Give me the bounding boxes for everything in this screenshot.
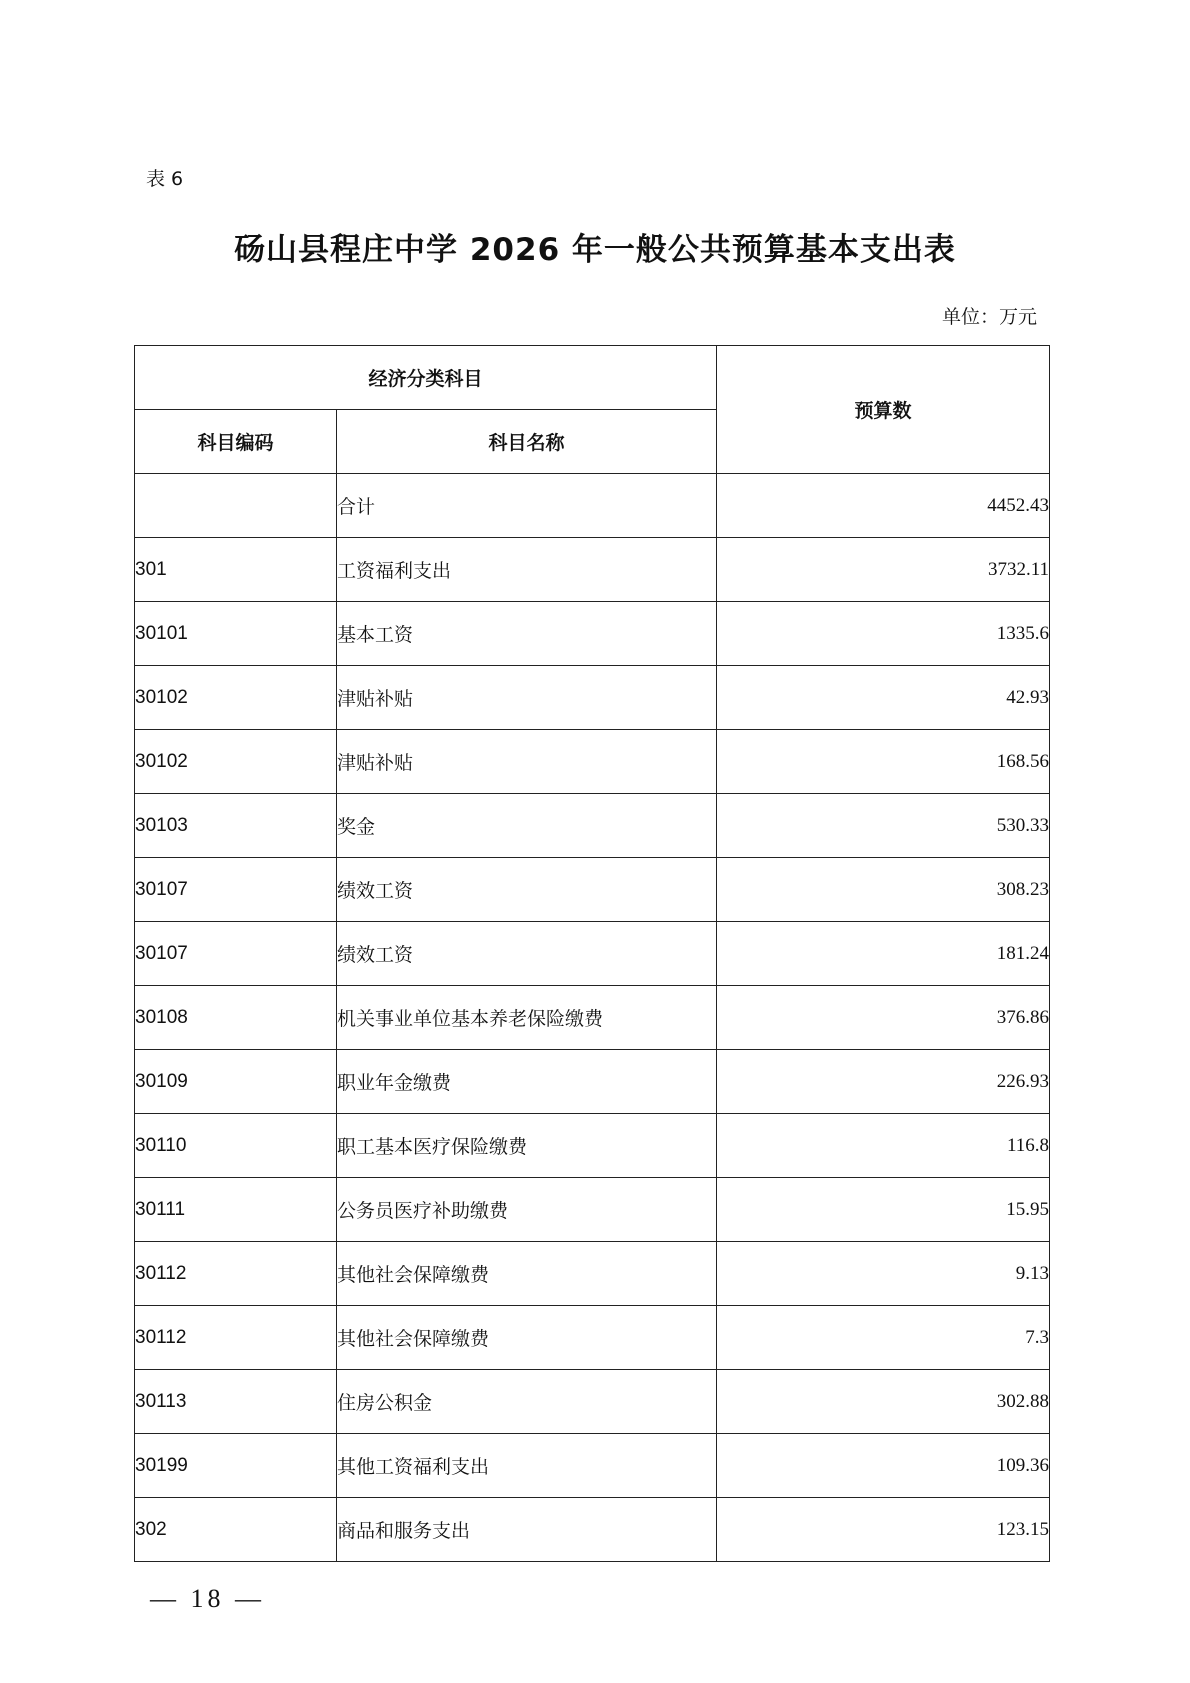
- amount-cell: 42.93: [717, 666, 1050, 730]
- name-cell: 职业年金缴费: [337, 1050, 717, 1114]
- name-cell: 合计: [337, 474, 717, 538]
- table-row: [135, 602, 1050, 666]
- code-cell: 30113: [135, 1370, 337, 1434]
- code-cell: 30103: [135, 794, 337, 858]
- code-cell: 30101: [135, 602, 337, 666]
- table-row: [135, 538, 1050, 602]
- name-cell: 绩效工资: [337, 922, 717, 986]
- amount-cell: 7.3: [717, 1306, 1050, 1370]
- amount-cell: 226.93: [717, 1050, 1050, 1114]
- name-cell: 商品和服务支出: [337, 1498, 717, 1562]
- name-cell: 津贴补贴: [337, 730, 717, 794]
- header-subject-code: 科目编码: [135, 410, 337, 474]
- table-row: [135, 794, 1050, 858]
- code-cell: 30107: [135, 922, 337, 986]
- code-cell: 30107: [135, 858, 337, 922]
- code-cell: 30110: [135, 1114, 337, 1178]
- code-cell: 30112: [135, 1306, 337, 1370]
- code-cell: 30199: [135, 1434, 337, 1498]
- amount-cell: 109.36: [717, 1434, 1050, 1498]
- amount-cell: 15.95: [717, 1178, 1050, 1242]
- table-row: [135, 1498, 1050, 1562]
- code-cell: 30108: [135, 986, 337, 1050]
- table-row: [135, 922, 1050, 986]
- table-row: [135, 1178, 1050, 1242]
- page-title: 砀山县程庄中学 2026 年一般公共预算基本支出表: [234, 232, 956, 268]
- table-row: [135, 858, 1050, 922]
- code-cell: 30102: [135, 730, 337, 794]
- table-body: [135, 474, 1050, 1562]
- table-row: [135, 1050, 1050, 1114]
- table-row: [135, 474, 1050, 538]
- code-cell: [135, 474, 337, 538]
- name-cell: 职工基本医疗保险缴费: [337, 1114, 717, 1178]
- name-cell: 其他工资福利支出: [337, 1434, 717, 1498]
- amount-cell: 9.13: [717, 1242, 1050, 1306]
- name-cell: 公务员医疗补助缴费: [337, 1178, 717, 1242]
- table-row: [135, 1242, 1050, 1306]
- unit-label: 单位：万元: [941, 306, 1037, 328]
- amount-cell: 123.15: [717, 1498, 1050, 1562]
- amount-cell: 168.56: [717, 730, 1050, 794]
- amount-cell: 302.88: [717, 1370, 1050, 1434]
- header-budget-amount: 预算数: [717, 346, 1050, 474]
- code-cell: 30112: [135, 1242, 337, 1306]
- name-cell: 基本工资: [337, 602, 717, 666]
- table-row: [135, 1306, 1050, 1370]
- amount-cell: 530.33: [717, 794, 1050, 858]
- table-row: [135, 666, 1050, 730]
- code-cell: 301: [135, 538, 337, 602]
- amount-cell: 116.8: [717, 1114, 1050, 1178]
- name-cell: 其他社会保障缴费: [337, 1242, 717, 1306]
- code-cell: 302: [135, 1498, 337, 1562]
- header-subject-name: 科目名称: [337, 410, 717, 474]
- budget-table: [134, 345, 1050, 1562]
- name-cell: 工资福利支出: [337, 538, 717, 602]
- code-cell: 30109: [135, 1050, 337, 1114]
- code-cell: 30111: [135, 1178, 337, 1242]
- table-row: [135, 986, 1050, 1050]
- name-cell: 住房公积金: [337, 1370, 717, 1434]
- table-row: [135, 1114, 1050, 1178]
- amount-cell: 4452.43: [717, 474, 1050, 538]
- amount-cell: 376.86: [717, 986, 1050, 1050]
- amount-cell: 3732.11: [717, 538, 1050, 602]
- amount-cell: 308.23: [717, 858, 1050, 922]
- table-row: [135, 730, 1050, 794]
- code-cell: 30102: [135, 666, 337, 730]
- table-row: [135, 1370, 1050, 1434]
- name-cell: 绩效工资: [337, 858, 717, 922]
- name-cell: 津贴补贴: [337, 666, 717, 730]
- name-cell: 其他社会保障缴费: [337, 1306, 717, 1370]
- name-cell: 奖金: [337, 794, 717, 858]
- table-row: [135, 1434, 1050, 1498]
- amount-cell: 1335.6: [717, 602, 1050, 666]
- table-number: 表 6: [146, 168, 184, 190]
- name-cell: 机关事业单位基本养老保险缴费: [337, 986, 717, 1050]
- header-economic-classification: 经济分类科目: [135, 346, 717, 410]
- amount-cell: 181.24: [717, 922, 1050, 986]
- page-number: — 18 —: [150, 1584, 265, 1613]
